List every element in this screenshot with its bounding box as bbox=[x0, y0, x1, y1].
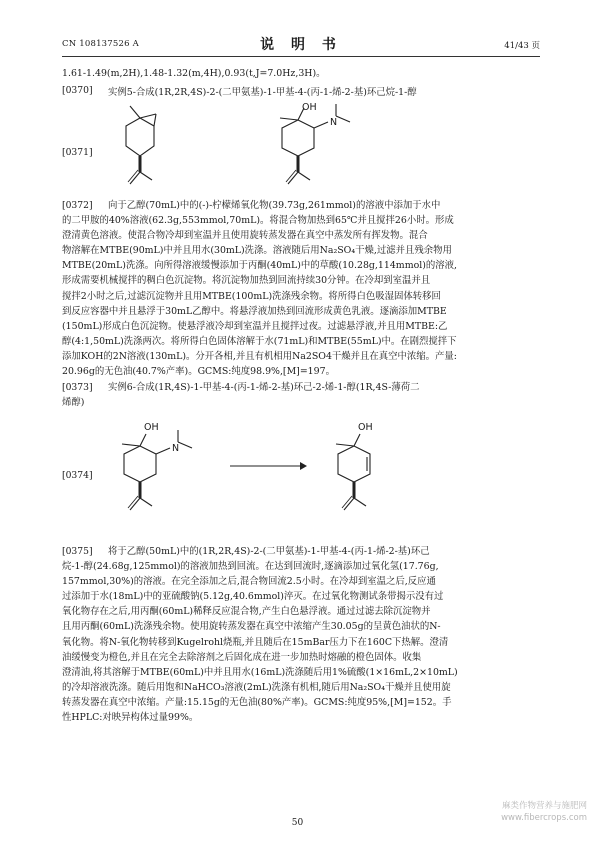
page-of-total: 41/43 页 bbox=[504, 41, 540, 51]
text-line: 性HPLC:对映异构体过量99%。 bbox=[62, 712, 199, 724]
document-title: 说 明 书 bbox=[260, 37, 342, 53]
page-number: 50 bbox=[291, 818, 304, 828]
text-line: 添加KOH的2N溶液(130mL)。分开各相,并且有机相用Na2SO4干燥并且在真空中浓缩。产量: bbox=[62, 350, 457, 362]
carryover-line: 1.61-1.49(m,2H),1.48-1.32(m,4H),0.93(t,J=7.0Hz,3H)。 bbox=[62, 68, 326, 79]
nitrogen-label-reactant: N bbox=[172, 443, 180, 454]
paragraph-tag-0371: [0371] bbox=[62, 147, 93, 158]
paragraph-0372 bbox=[62, 198, 540, 379]
paragraph-tag-0375: [0375] bbox=[62, 546, 93, 557]
paragraph-tag-0370: [0370] bbox=[62, 85, 93, 96]
text-line: 氧化物。将N-氧化物转移到Kugelrohl烧瓶,并且随后在15mBar压力下在160C下热解。澄清 bbox=[62, 636, 449, 648]
text-line: 的二甲胺的40%溶液(62.3g,553mmol,70mL)。将混合物加热到65℃并且搅拌26小时。形成 bbox=[62, 215, 454, 227]
text-line: 物溶解在MTBE(90mL)中并且用水(30mL)洗涤。溶液随后用Na₂SO₄干燥,过滤并且残余物用 bbox=[62, 245, 452, 257]
text-line: 转蒸发器在真空中浓缩。产量:15.15g的无色油(80%产率)。GCMS:纯度95%,[M]=152。手 bbox=[62, 696, 452, 708]
paragraph-0375 bbox=[62, 544, 540, 725]
example6-heading bbox=[62, 380, 540, 410]
text-line: 的冷却溶液洗涤。随后用饱和NaHCO₃溶液(2mL)洗涤有机相,随后用Na₂SO₄干燥并且使用旋 bbox=[62, 681, 451, 693]
hydroxyl-label-product6: OH bbox=[358, 422, 373, 433]
nitrogen-label-product5: N bbox=[330, 117, 338, 128]
watermark-line: www.fibercrops.com bbox=[501, 813, 587, 823]
watermark-line: 麻类作物营养与施肥网 bbox=[501, 801, 587, 811]
text-line: 油缓慢变为橙色,并且在完全去除溶剂之后固化成在进一步加热时熔融的橙色固体。收集 bbox=[62, 651, 422, 663]
paragraph-tag-0374: [0374] bbox=[62, 470, 93, 481]
text-line: 形成需要机械搅拌的稠白色沉淀物。将沉淀物加热到回流持续30分钟。在冷却到室温并且 bbox=[62, 275, 431, 287]
text-line: 烯醇) bbox=[62, 397, 85, 409]
text-line: 20.96g的无色油(40.7%产率)。GCMS:纯度98.9%,[M]=197。 bbox=[62, 366, 335, 378]
text-line: 烷-1-醇(24.68g,125mmol)的溶液加热到回流。在达到回流时,逐滴添加过氧化氢(17.76g, bbox=[62, 561, 439, 573]
limonene-oxide-structure bbox=[108, 100, 168, 200]
text-line: 将于乙醇(50mL)中的(1R,2R,4S)-2-(二甲氨基)-1-甲基-4-(丙-1-烯-2-基)环己 bbox=[108, 546, 430, 557]
paragraph-tag-0373: [0373] bbox=[62, 382, 93, 393]
text-line: 氧化物存在之后,用丙酮(60mL)稀释反应混合物,产生白色悬浮液。通过过滤去除沉淀物并 bbox=[62, 606, 431, 618]
hydroxyl-label-reactant: OH bbox=[144, 422, 159, 433]
text-line: MTBE(20mL)洗涤。向所得溶液缓慢添加于丙酮(40mL)中的草酸(10.28g,114mmol)的溶液, bbox=[62, 260, 457, 272]
text-line: 搅拌2小时之后,过滤沉淀物并且用MTBE(100mL)洗涤残余物。将所得白色吸湿固体转移回 bbox=[62, 290, 441, 302]
text-line: 澄清黄色溶液。使混合物冷却到室温并且使用旋转蒸发器在真空中蒸发所有挥发物。混合 bbox=[62, 230, 428, 242]
menthadienol-product-structure bbox=[322, 414, 392, 539]
dimethylamino-alcohol-structure bbox=[268, 96, 368, 201]
text-line: 到反应容器中并且悬浮于30mL乙醇中。将悬浮液加热到回流形成黄色乳液。逐滴添加MTBE bbox=[62, 305, 447, 317]
header-divider bbox=[62, 56, 540, 57]
page-header bbox=[62, 34, 540, 54]
text-line: 且用丙酮(60mL)洗涤残余物。使用旋转蒸发器在真空中浓缩产生30.05g的呈黄色油状的N- bbox=[62, 621, 441, 633]
text-line: 醇(4:1,50mL)洗涤两次。将所得白色固体溶解于水(71mL)和MTBE(55mL)中。在剧烈搅拌下 bbox=[62, 335, 457, 347]
reaction-arrow-icon bbox=[228, 460, 308, 472]
paragraph-tag-0372: [0372] bbox=[62, 200, 93, 211]
text-line: 向于乙醇(70mL)中的(-)-柠檬烯氧化物(39.73g,261mmol)的溶液中添加于水中 bbox=[108, 200, 441, 211]
text-line: 157mmol,30%)的溶液。在完全添加之后,混合物回流2.5小时。在冷却到室温之后,反应通 bbox=[62, 576, 436, 588]
hydroxyl-label-product5: OH bbox=[302, 102, 317, 113]
text-line: 过添加于水(18mL)中的亚硫酸钠(5.12g,40.6mmol)淬灭。在过氧化物测试条带揭示没有过 bbox=[62, 591, 444, 603]
text-line: (150mL)形成白色沉淀物。使悬浮液冷却到室温并且搅拌过夜。过滤悬浮液,并且用MTBE:乙 bbox=[62, 320, 448, 332]
text-line: 实例6-合成(1R,4S)-1-甲基-4-(丙-1-烯-2-基)环己-2-烯-1-醇(1R,4S-薄荷二 bbox=[108, 382, 420, 393]
text-line: 澄清油,将其溶解于MTBE(60mL)中并且用水(16mL)洗涤随后用1%硫酸(1×16mL,2×10mL) bbox=[62, 666, 458, 678]
patent-number: CN 108137526 A bbox=[62, 39, 139, 49]
example5-heading: 实例5-合成(1R,2R,4S)-2-(二甲氨基)-1-甲基-4-(丙-1-烯-2-基)环己烷-1-醇 bbox=[108, 87, 417, 98]
watermark bbox=[501, 800, 587, 824]
